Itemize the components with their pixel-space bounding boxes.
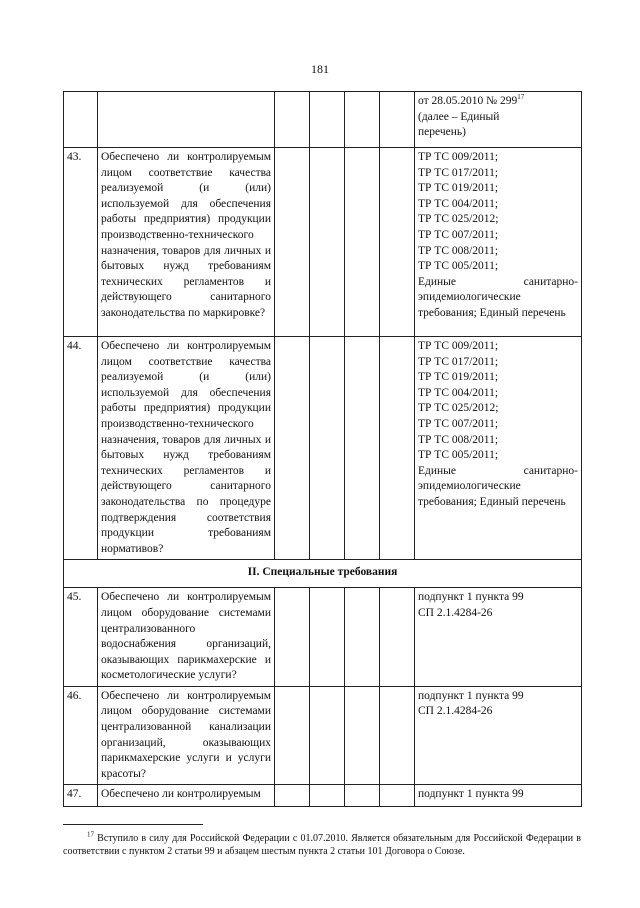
answer-cell xyxy=(275,148,310,337)
answer-cell xyxy=(345,337,380,560)
row-number: 44. xyxy=(64,337,98,560)
footnote xyxy=(63,832,581,858)
reference-cell: ТР ТС 009/2011; ТР ТС 017/2011; ТР ТС 019/2011; ТР ТС 004/2011; ТР ТС 025/2012; ТР ТС 007/2011; ТР ТС 008/2011; ТР ТС 005/2011; Единые санитарно-эпидемиологические требования; Единый перечень xyxy=(415,337,582,560)
answer-cell xyxy=(380,686,415,785)
row-number: 47. xyxy=(64,785,98,807)
table-row xyxy=(64,785,582,807)
reference-cell: подпункт 1 пункта 99 xyxy=(415,785,582,807)
table-row xyxy=(64,686,582,785)
answer-cell xyxy=(310,148,345,337)
answer-cell xyxy=(380,148,415,337)
answer-cell xyxy=(310,337,345,560)
answer-cell xyxy=(310,588,345,687)
reference-cell: подпункт 1 пункта 99 СП 2.1.4284-26 xyxy=(415,686,582,785)
answer-cell xyxy=(275,785,310,807)
footnote-separator xyxy=(63,824,203,825)
answer-cell xyxy=(310,785,345,807)
reference-cell: от 28.05.2010 № $299^{17}$ (далее – Единый перечень) xyxy=(415,92,582,148)
answer-cell xyxy=(275,588,310,687)
answer-cell xyxy=(345,686,380,785)
section-header-row xyxy=(64,560,582,588)
answer-cell xyxy=(310,686,345,785)
answer-cell xyxy=(345,148,380,337)
question-cell: Обеспечено ли контролируемым xyxy=(98,785,275,807)
answer-cell xyxy=(380,337,415,560)
question-cell: Обеспечено ли контролируемым лицом оборудование системами централизованной канализации организаций, оказывающих парикмахерские услуги и услуги красоты? xyxy=(98,686,275,785)
footnote-ref: 17 xyxy=(517,93,525,102)
reference-cell: ТР ТС 009/2011; ТР ТС 017/2011; ТР ТС 019/2011; ТР ТС 004/2011; ТР ТС 025/2012; ТР ТС 007/2011; ТР ТС 008/2011; ТР ТС 005/2011; Единые санитарно-эпидемиологические требования; Единый перечень xyxy=(415,148,582,337)
answer-cell xyxy=(275,686,310,785)
row-number: 45. xyxy=(64,588,98,687)
question-cell xyxy=(98,92,275,148)
checklist-table xyxy=(63,91,582,807)
answer-cell xyxy=(380,785,415,807)
footnote-text: Вступило в силу для Российской Федерации с 01.07.2010. Является обязательным для Российской Федерации в соответствии с пунктом 2 статьи 99 и абзацем шестым пункта 2 статьи 101 Договора о Союзе. xyxy=(63,833,581,857)
footnote-mark: 17 xyxy=(87,830,94,839)
answer-cell xyxy=(345,92,380,148)
question-cell: Обеспечено ли контролируемым лицом соответствие качества реализуемой (и (или) используемой для обеспечения работы предприятия) продукции производственно-технического назначения, товаров для личных и бытовых нужд требованиям технических регламентов и действующего санитарного законодательства по маркировке? xyxy=(98,148,275,337)
table-row xyxy=(64,148,582,337)
answer-cell xyxy=(380,92,415,148)
answer-cell xyxy=(275,337,310,560)
answer-cell xyxy=(345,588,380,687)
row-number: 43. xyxy=(64,148,98,337)
answer-cell xyxy=(275,92,310,148)
table-row xyxy=(64,337,582,560)
question-cell: Обеспечено ли контролируемым лицом оборудование системами централизованного водоснабжения организаций, оказывающих парикмахерские и косметологические услуги? xyxy=(98,588,275,687)
reference-cell: подпункт 1 пункта 99 СП 2.1.4284-26 xyxy=(415,588,582,687)
question-cell: Обеспечено ли контролируемым лицом соответствие качества реализуемой (и (или) используемой для обеспечения работы предприятия) продукции производственно-технического назначения, товаров для личных и бытовых нужд требованиям технических регламентов и действующего санитарного законодательства по процедуре подтверждения соответствия продукции требованиям нормативов? xyxy=(98,337,275,560)
page-number: 181 xyxy=(311,62,329,76)
section-title: II. Специальные требования xyxy=(64,560,582,588)
answer-cell xyxy=(380,588,415,687)
row-number xyxy=(64,92,98,148)
row-number: 46. xyxy=(64,686,98,785)
answer-cell xyxy=(310,92,345,148)
answer-cell xyxy=(345,785,380,807)
table-row xyxy=(64,92,582,148)
table-row xyxy=(64,588,582,687)
